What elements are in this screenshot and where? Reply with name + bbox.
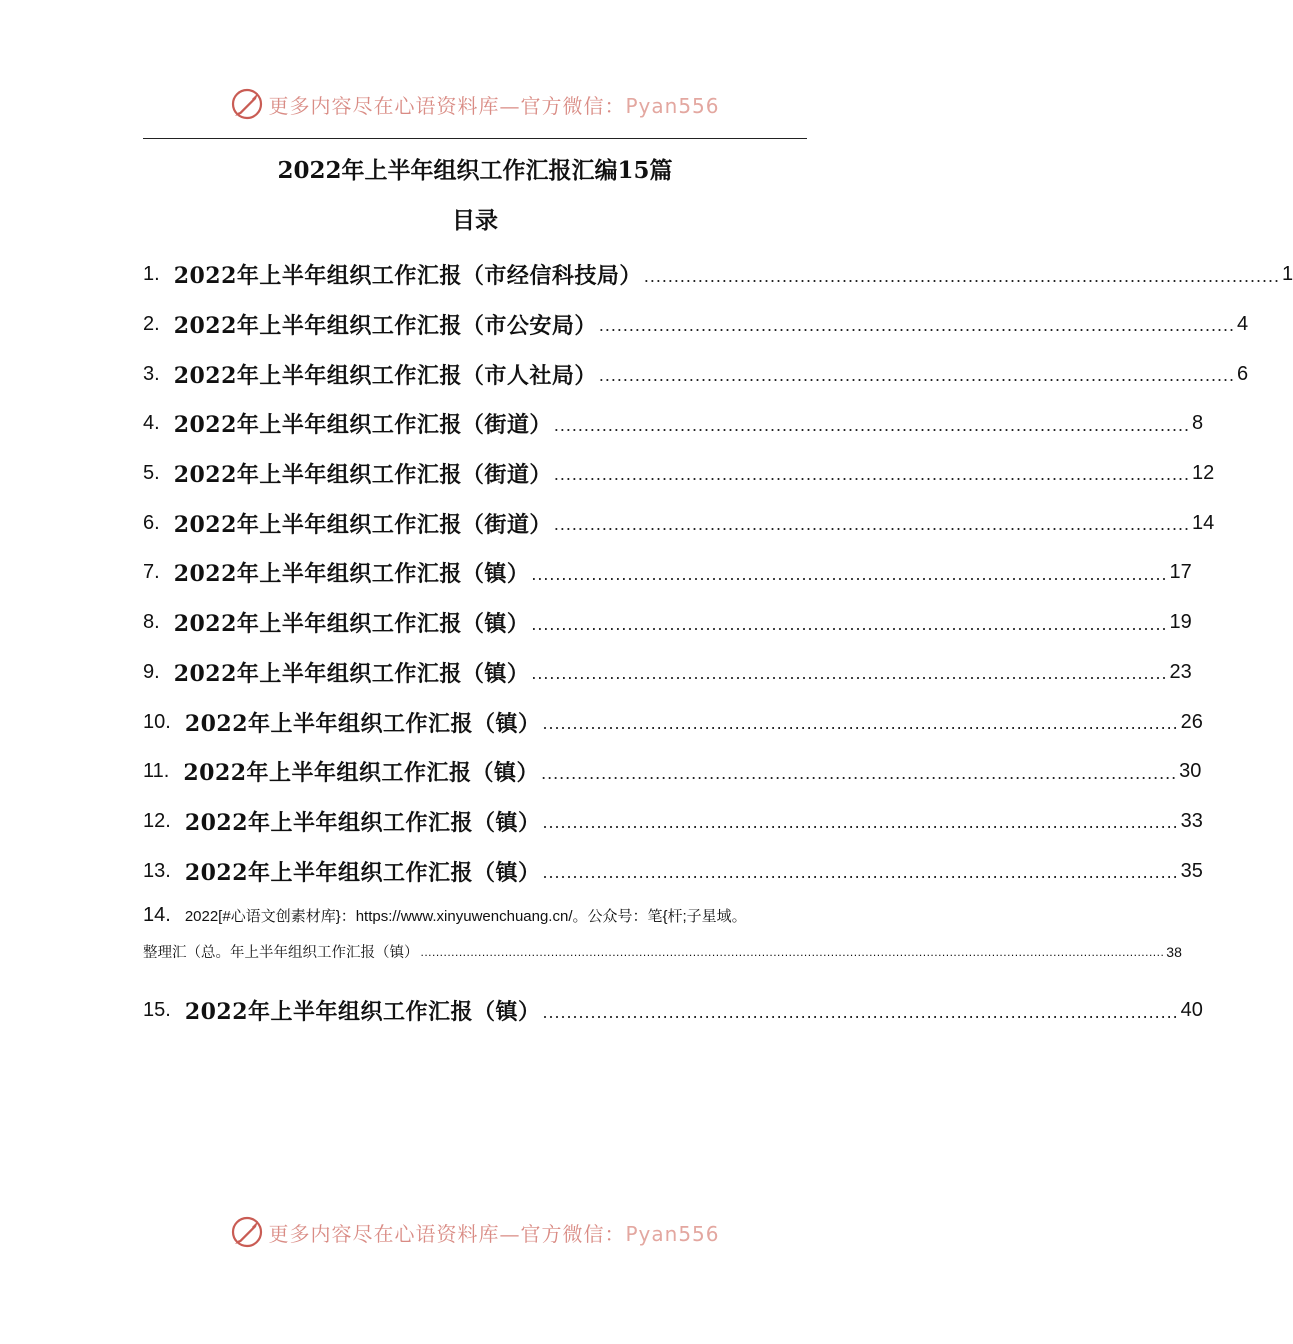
toc-entry[interactable]: 2. 2022年上半年组织工作汇报（市公安局） .......................................................................................................... 4 bbox=[143, 300, 849, 350]
dot-leader: .......................................................................................................... bbox=[542, 712, 1179, 733]
toc-entry[interactable]: 12. 2022年上半年组织工作汇报（镇） .......................................................................................................... 33 bbox=[143, 797, 849, 847]
dot-leader: .......................................................................................................... bbox=[531, 563, 1168, 584]
toc-entry[interactable]: 11. 2022年上半年组织工作汇报（镇） .......................................................................................................... 30 bbox=[143, 747, 849, 797]
toc-entry[interactable]: 10. 2022年上半年组织工作汇报（镇） .......................................................................................................... 26 bbox=[143, 697, 849, 747]
dot-leader: .......................................................................................................... bbox=[643, 265, 1281, 286]
toc-entry-14[interactable]: 14. 2022[#心语文创素材库}：https://www.xinyuwenchuang.cn/。公众号：笔{杆;子星域。 整理汇（总。年上半年组织工作汇报（镇） .................................................................................................................................................................................................. 38 bbox=[143, 904, 1182, 962]
toc-entry[interactable]: 7. 2022年上半年组织工作汇报（镇） .......................................................................................................... 17 bbox=[143, 548, 849, 598]
table-of-contents bbox=[143, 250, 1293, 1036]
toc-entry[interactable]: 4. 2022年上半年组织工作汇报（街道） .......................................................................................................... 8 bbox=[143, 399, 849, 449]
banner-text: 更多内容尽在心语资料库—官方微信：Pyan556 bbox=[268, 93, 720, 118]
dot-leader: .......................................................................................................... bbox=[553, 464, 1191, 485]
dot-leader: .......................................................................................................... bbox=[542, 861, 1179, 882]
toc-entry[interactable]: 8. 2022年上半年组织工作汇报（镇） .......................................................................................................... 19 bbox=[143, 598, 849, 648]
quill-logo-icon bbox=[230, 87, 264, 121]
quill-logo-icon bbox=[230, 1215, 264, 1249]
dot-leader: .......................................................................................................... bbox=[598, 315, 1236, 336]
dot-leader: .......................................................................................................... bbox=[531, 663, 1168, 684]
toc-entry-15[interactable]: 15. 2022年上半年组织工作汇报（镇） .......................................................................................................... 40 bbox=[143, 986, 849, 1036]
dot-leader: .................................................................................................................................................................................................. bbox=[420, 944, 1165, 959]
dot-leader: .......................................................................................................... bbox=[542, 1001, 1179, 1022]
dot-leader: .......................................................................................................... bbox=[531, 613, 1168, 634]
toc-entry[interactable]: 1. 2022年上半年组织工作汇报（市经信科技局） .......................................................................................................... 1 bbox=[143, 250, 849, 300]
header-rule bbox=[143, 138, 807, 139]
dot-leader: .......................................................................................................... bbox=[598, 365, 1236, 386]
toc-entry[interactable]: 9. 2022年上半年组织工作汇报（镇） .......................................................................................................... 23 bbox=[143, 648, 849, 698]
dot-leader: .......................................................................................................... bbox=[553, 414, 1191, 435]
document-title: 2022年上半年组织工作汇报汇编15篇 bbox=[277, 157, 673, 184]
header-banner bbox=[0, 84, 950, 124]
banner-text: 更多内容尽在心语资料库—官方微信：Pyan556 bbox=[268, 1221, 720, 1246]
toc-entry[interactable]: 5. 2022年上半年组织工作汇报（街道） .......................................................................................................... 12 bbox=[143, 449, 849, 499]
footer-banner bbox=[0, 1212, 950, 1252]
dot-leader: .......................................................................................................... bbox=[542, 812, 1179, 833]
toc-entry[interactable]: 6. 2022年上半年组织工作汇报（街道） .......................................................................................................... 14 bbox=[143, 498, 849, 548]
toc-entry[interactable]: 3. 2022年上半年组织工作汇报（市人社局） .......................................................................................................... 6 bbox=[143, 349, 849, 399]
toc-entry[interactable]: 13. 2022年上半年组织工作汇报（镇） .......................................................................................................... 35 bbox=[143, 846, 849, 896]
toc-heading: 目录 bbox=[452, 207, 498, 234]
dot-leader: .......................................................................................................... bbox=[541, 762, 1178, 783]
dot-leader: .......................................................................................................... bbox=[553, 514, 1191, 535]
